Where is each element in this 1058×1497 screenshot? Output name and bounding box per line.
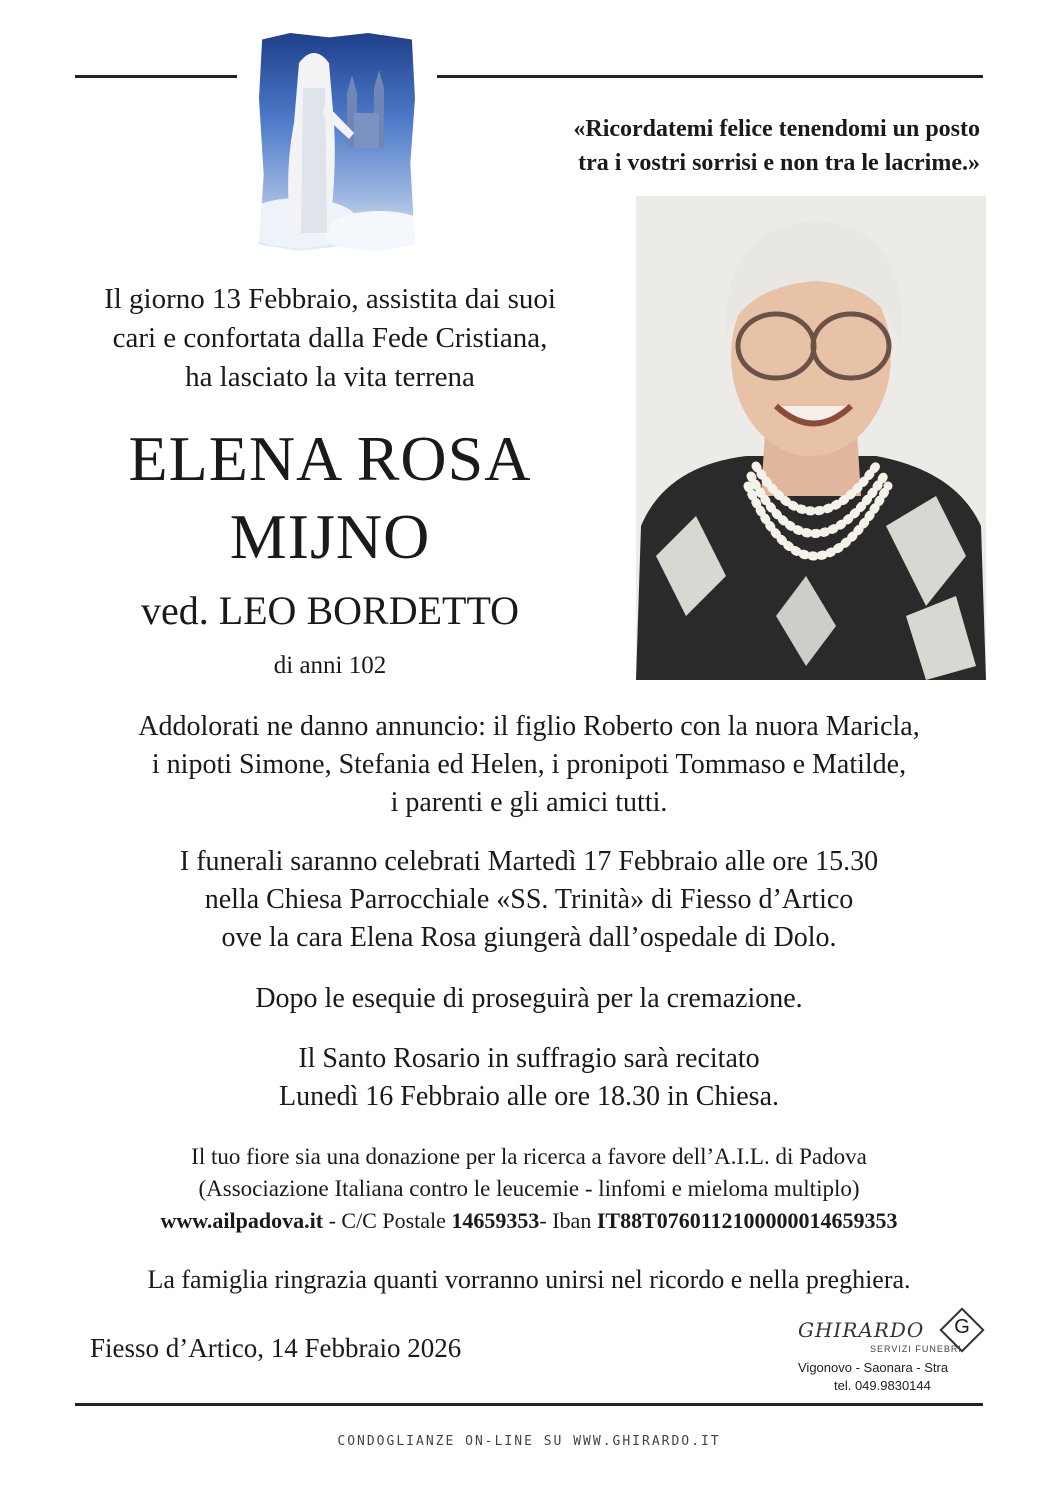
name-line-2: MIJNO xyxy=(229,501,431,572)
donation-line-1: Il tuo fiore sia una donazione per la ricerca a favore dell’A.I.L. di Padova xyxy=(191,1144,867,1169)
donation-website[interactable]: www.ailpadova.it xyxy=(160,1208,324,1233)
iban-label: - Iban xyxy=(539,1208,597,1233)
rosary-info xyxy=(40,1040,1018,1116)
donation-bank-line xyxy=(40,1205,1018,1237)
name-line-1: ELENA ROSA xyxy=(128,423,532,494)
cc-number: 14659353 xyxy=(451,1208,540,1233)
funeral-info xyxy=(40,843,1018,957)
widow-of: ved. LEO BORDETTO xyxy=(140,588,520,633)
age: di anni 102 xyxy=(273,652,387,679)
funeral-home-subtitle: SERVIZI FUNEBRI xyxy=(870,1344,962,1354)
funeral-home-phone: tel. 049.9830144 xyxy=(834,1378,931,1393)
announcement-line-1: Addolorati ne danno annuncio: il figlio Roberto con la nuora Maricla, xyxy=(138,711,920,742)
rosary-line-1: Il Santo Rosario in suffragio sarà recitato xyxy=(298,1043,760,1074)
intro-line-2: cari e confortata dalla Fede Cristiana, xyxy=(112,322,548,354)
bottom-rule xyxy=(75,1403,983,1406)
quote xyxy=(440,112,980,180)
donation-line-2: (Associazione Italiana contro le leucemie - linfomi e mieloma multiplo) xyxy=(198,1176,860,1201)
intro xyxy=(60,280,600,397)
top-rule-right xyxy=(437,75,983,78)
footer-condolences: CONDOGLIANZE ON-LINE SU WWW.GHIRARDO.IT xyxy=(337,1434,721,1449)
monogram-letter: G xyxy=(954,1316,970,1338)
announcement-line-3: i parenti e gli amici tutti. xyxy=(390,787,668,818)
funeral-home-logo xyxy=(790,1306,990,1396)
top-rule-left xyxy=(75,75,237,78)
family-thanks: La famiglia ringrazia quanti vorranno unirsi nel ricordo e nella preghiera. xyxy=(147,1265,911,1294)
cremation-note: Dopo le esequie di proseguirà per la cremazione. xyxy=(255,983,803,1014)
intro-line-1: Il giorno 13 Febbraio, assistita dai suoi xyxy=(104,283,556,315)
quote-line-1: «Ricordatemi felice tenendomi un posto xyxy=(573,116,980,142)
cc-label: - C/C Postale xyxy=(323,1208,452,1233)
announcement xyxy=(40,708,1018,822)
place-date: Fiesso d’Artico, 14 Febbraio 2026 xyxy=(90,1333,462,1363)
iban-number: IT88T0760112100000014659353 xyxy=(596,1208,898,1233)
funeral-line-1: I funerali saranno celebrati Martedì 17 Febbraio alle ore 15.30 xyxy=(179,846,879,877)
madonna-image xyxy=(259,33,415,251)
donation-info xyxy=(40,1141,1018,1237)
portrait-photo xyxy=(636,196,986,680)
rosary-line-2: Lunedì 16 Febbraio alle ore 18.30 in Chiesa. xyxy=(279,1081,779,1112)
deceased-name xyxy=(60,420,600,576)
funeral-home-locations: Vigonovo - Saonara - Stra xyxy=(798,1360,949,1375)
funeral-home-name: GHIRARDO xyxy=(798,1318,925,1342)
announcement-line-2: i nipoti Simone, Stefania ed Helen, i pronipoti Tommaso e Matilde, xyxy=(151,749,907,780)
quote-line-2: tra i vostri sorrisi e non tra le lacrime.» xyxy=(578,150,980,176)
funeral-line-2: nella Chiesa Parrocchiale «SS. Trinità» di Fiesso d’Artico xyxy=(204,884,854,915)
funeral-line-3: ove la cara Elena Rosa giungerà dall’ospedale di Dolo. xyxy=(221,922,837,953)
intro-line-3: ha lasciato la vita terrena xyxy=(185,361,475,393)
